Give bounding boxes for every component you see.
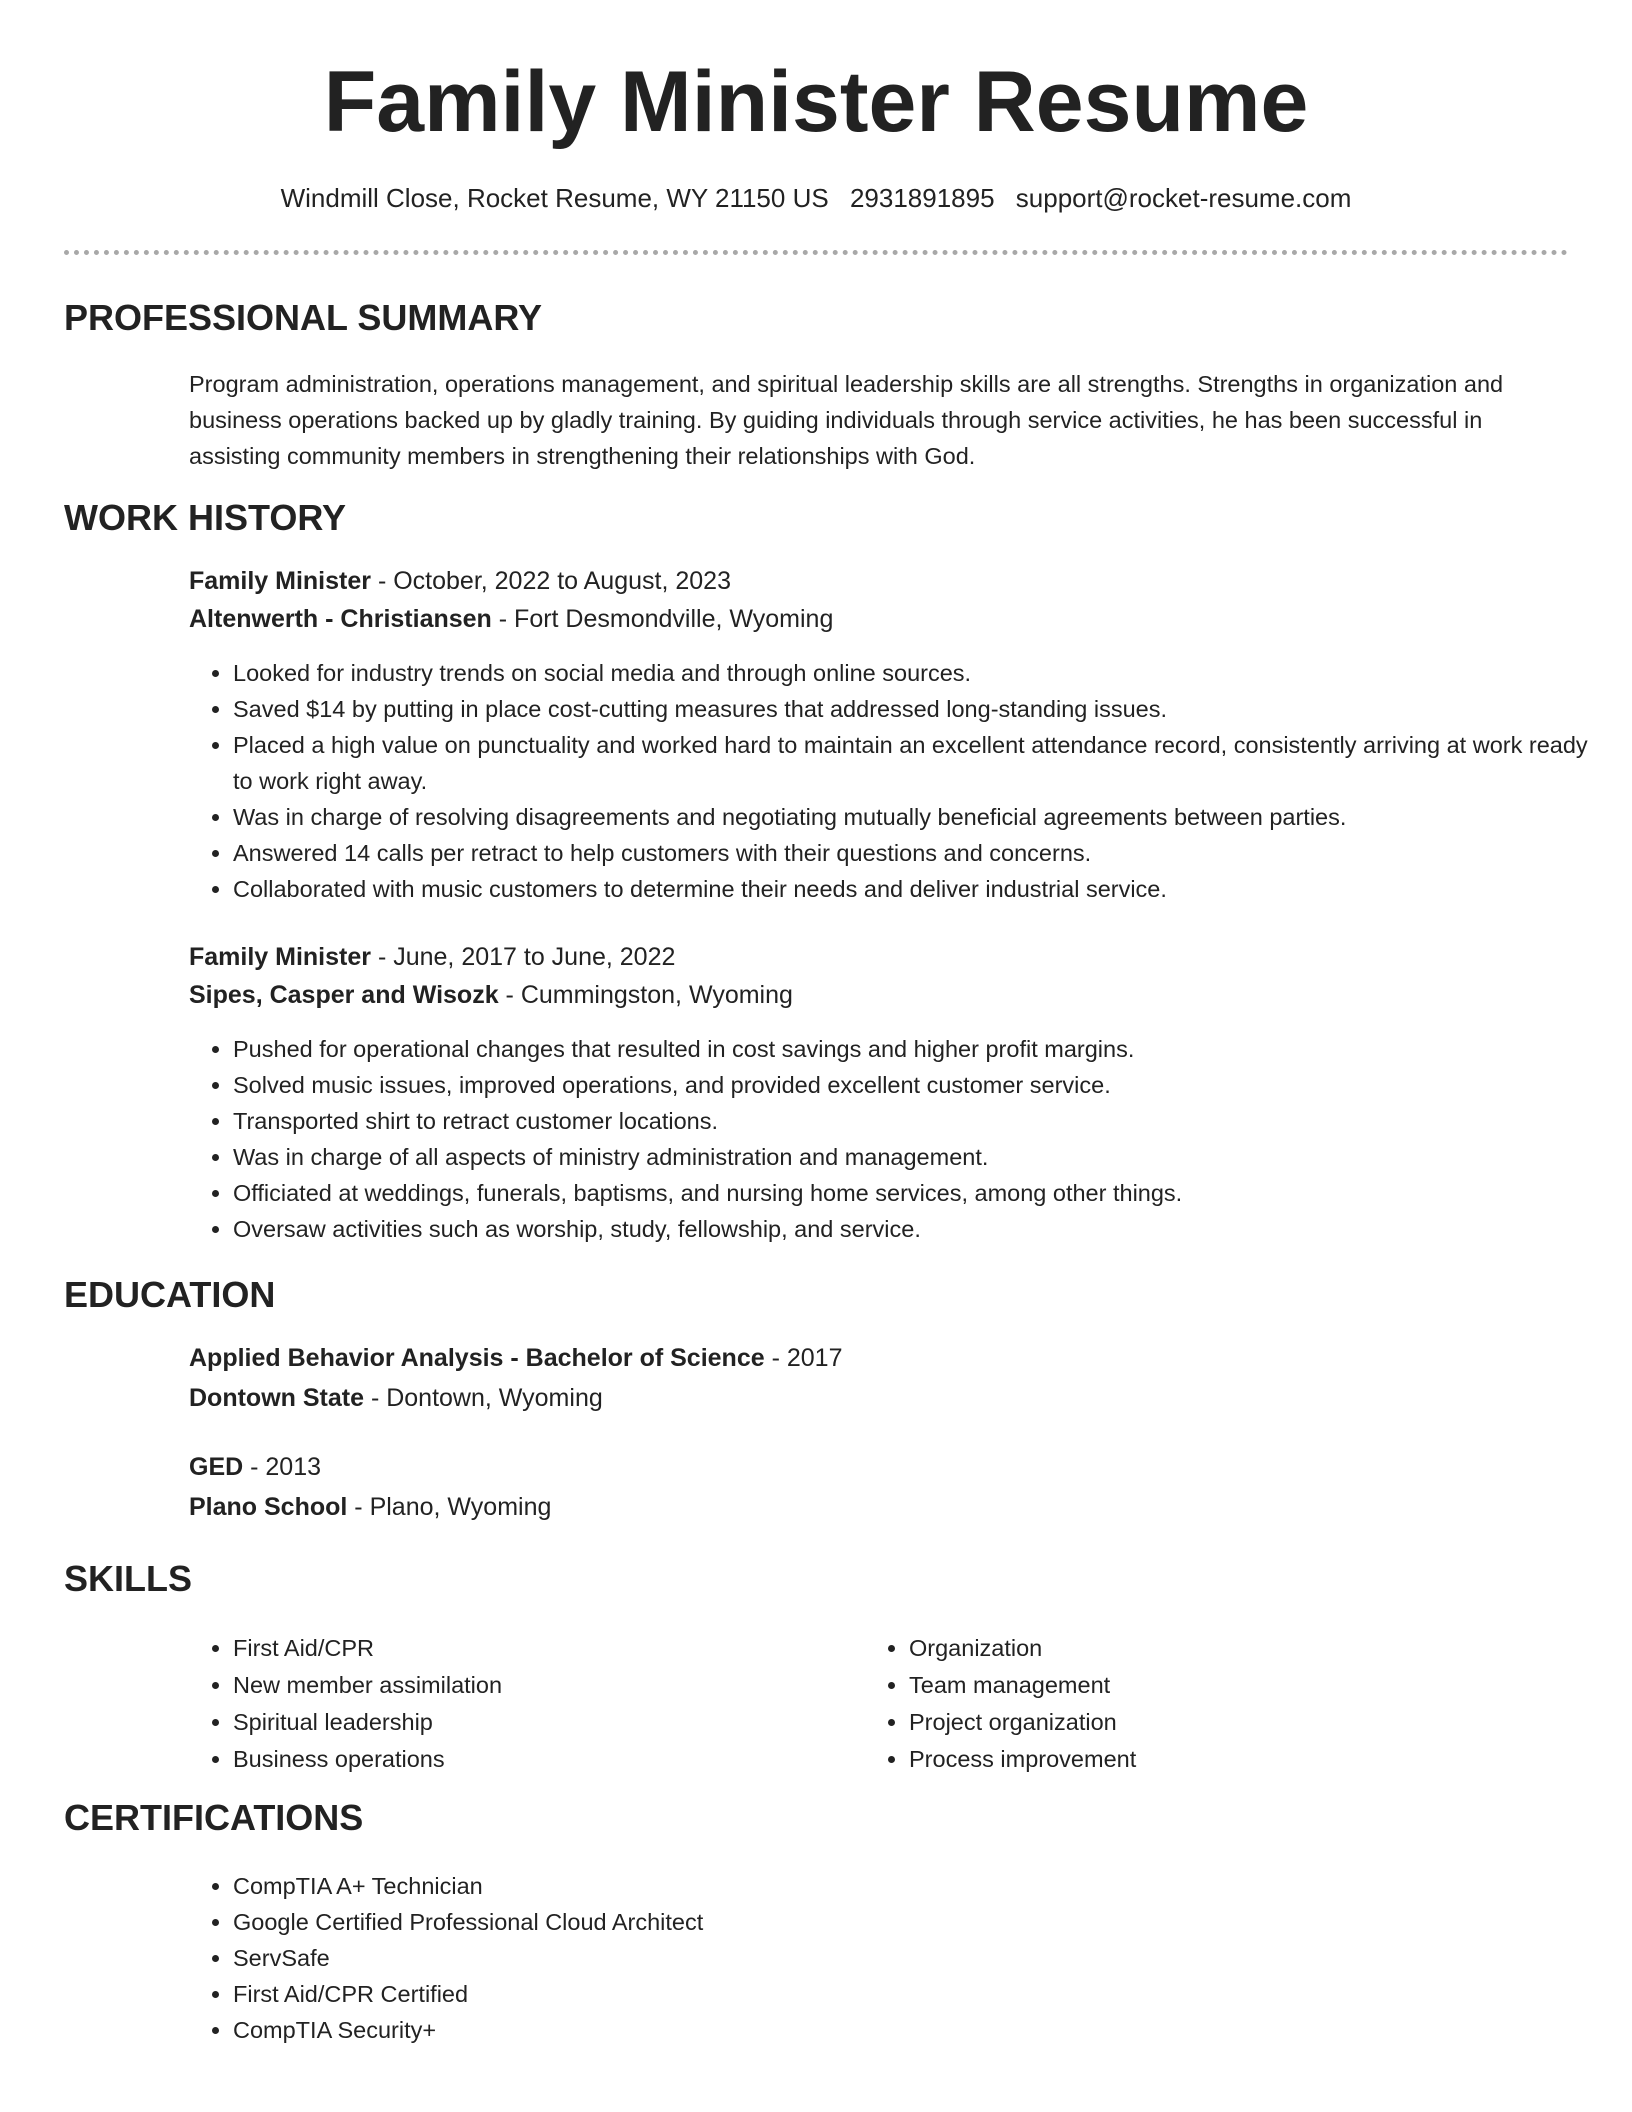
certifications-list: [189, 1868, 1593, 2048]
job-dates: - October, 2022 to August, 2023: [371, 567, 731, 595]
job-entry: [189, 938, 1569, 1014]
list-item: • Looked for industry trends on social media and through online sources.: [233, 655, 1593, 691]
education-location: - Dontown, Wyoming: [364, 1384, 603, 1412]
job-company-line: [189, 600, 1569, 638]
job-role: Family Minister: [189, 943, 371, 971]
job-location: - Cummingston, Wyoming: [498, 981, 793, 1009]
skills-list-left: [189, 1630, 833, 1778]
skills-list-right: [865, 1630, 1509, 1778]
education-heading: EDUCATION: [64, 1274, 276, 1315]
list-item: • Was in charge of all aspects of ministry administration and management.: [233, 1139, 1593, 1175]
list-item: • Project organization: [909, 1704, 1509, 1741]
education-school-line: [189, 1378, 1569, 1418]
work-history-heading: WORK HISTORY: [64, 497, 347, 538]
list-item: • ServSafe: [233, 1940, 1593, 1976]
education-entry: [189, 1338, 1569, 1418]
list-item: • Placed a high value on punctuality and worked hard to maintain an excellent attendance record, consistently arriving at work ready to work right away.: [233, 727, 1593, 799]
header-divider: [64, 250, 1568, 255]
list-item: • Solved music issues, improved operations, and provided excellent customer service.: [233, 1067, 1593, 1103]
summary-heading: PROFESSIONAL SUMMARY: [64, 297, 543, 338]
list-item: • First Aid/CPR Certified: [233, 1976, 1593, 2012]
contact-email: support@rocket-resume.com: [1015, 183, 1352, 213]
job-company: Sipes, Casper and Wisozk: [189, 981, 499, 1009]
list-item: • CompTIA Security+: [233, 2012, 1593, 2048]
education-school: Dontown State: [189, 1384, 364, 1412]
contact-phone: 2931891895: [849, 183, 995, 213]
resume-name: Family Minister Resume: [323, 54, 1309, 150]
list-item: • Process improvement: [909, 1741, 1509, 1778]
education-degree-line: [189, 1338, 1569, 1378]
list-item: • Saved $14 by putting in place cost-cutting measures that addressed long-standing issues.: [233, 691, 1593, 727]
education-degree: GED: [189, 1453, 244, 1481]
certifications-heading: CERTIFICATIONS: [64, 1797, 364, 1838]
education-location: - Plano, Wyoming: [347, 1493, 552, 1521]
education-year: - 2013: [243, 1453, 322, 1481]
job-company: Altenwerth - Christiansen: [189, 605, 492, 633]
education-degree-line: [189, 1447, 1569, 1487]
job-title-line: [189, 938, 1569, 976]
list-item: • Collaborated with music customers to determine their needs and deliver industrial service.: [233, 871, 1593, 907]
job-bullets: [189, 655, 1593, 907]
job-role: Family Minister: [189, 567, 371, 595]
list-item: • Pushed for operational changes that resulted in cost savings and higher profit margins.: [233, 1031, 1593, 1067]
list-item: • Business operations: [233, 1741, 833, 1778]
list-item: • Spiritual leadership: [233, 1704, 833, 1741]
summary-text: Program administration, operations management, and spiritual leadership skills are all strengths. Strengths in organization and business operations backed up by gladly training. By guiding individuals through service activities, he has been successful in assisting community members in strengthening their relationships with God.: [189, 371, 1504, 469]
list-item: • New member assimilation: [233, 1667, 833, 1704]
skills-heading: SKILLS: [64, 1558, 193, 1599]
job-bullets: [189, 1031, 1593, 1247]
education-degree: Applied Behavior Analysis - Bachelor of Science: [189, 1344, 765, 1372]
job-location: - Fort Desmondville, Wyoming: [491, 605, 834, 633]
contact-line: [0, 180, 1632, 216]
list-item: • Officiated at weddings, funerals, baptisms, and nursing home services, among other things.: [233, 1175, 1593, 1211]
list-item: • Answered 14 calls per retract to help customers with their questions and concerns.: [233, 835, 1593, 871]
job-title-line: [189, 562, 1569, 600]
education-year: - 2017: [764, 1344, 843, 1372]
list-item: • Organization: [909, 1630, 1509, 1667]
education-school-line: [189, 1487, 1569, 1527]
job-entry: [189, 562, 1569, 638]
list-item: • Team management: [909, 1667, 1509, 1704]
list-item: • Was in charge of resolving disagreements and negotiating mutually beneficial agreements between parties.: [233, 799, 1593, 835]
education-entry: [189, 1447, 1569, 1527]
list-item: • CompTIA A+ Technician: [233, 1868, 1593, 1904]
list-item: • Transported shirt to retract customer locations.: [233, 1103, 1593, 1139]
education-school: Plano School: [189, 1493, 348, 1521]
job-dates: - June, 2017 to June, 2022: [371, 943, 676, 971]
list-item: • First Aid/CPR: [233, 1630, 833, 1667]
job-company-line: [189, 976, 1569, 1014]
contact-address: Windmill Close, Rocket Resume, WY 21150 US: [280, 183, 829, 213]
list-item: • Google Certified Professional Cloud Architect: [233, 1904, 1593, 1940]
list-item: • Oversaw activities such as worship, study, fellowship, and service.: [233, 1211, 1593, 1247]
